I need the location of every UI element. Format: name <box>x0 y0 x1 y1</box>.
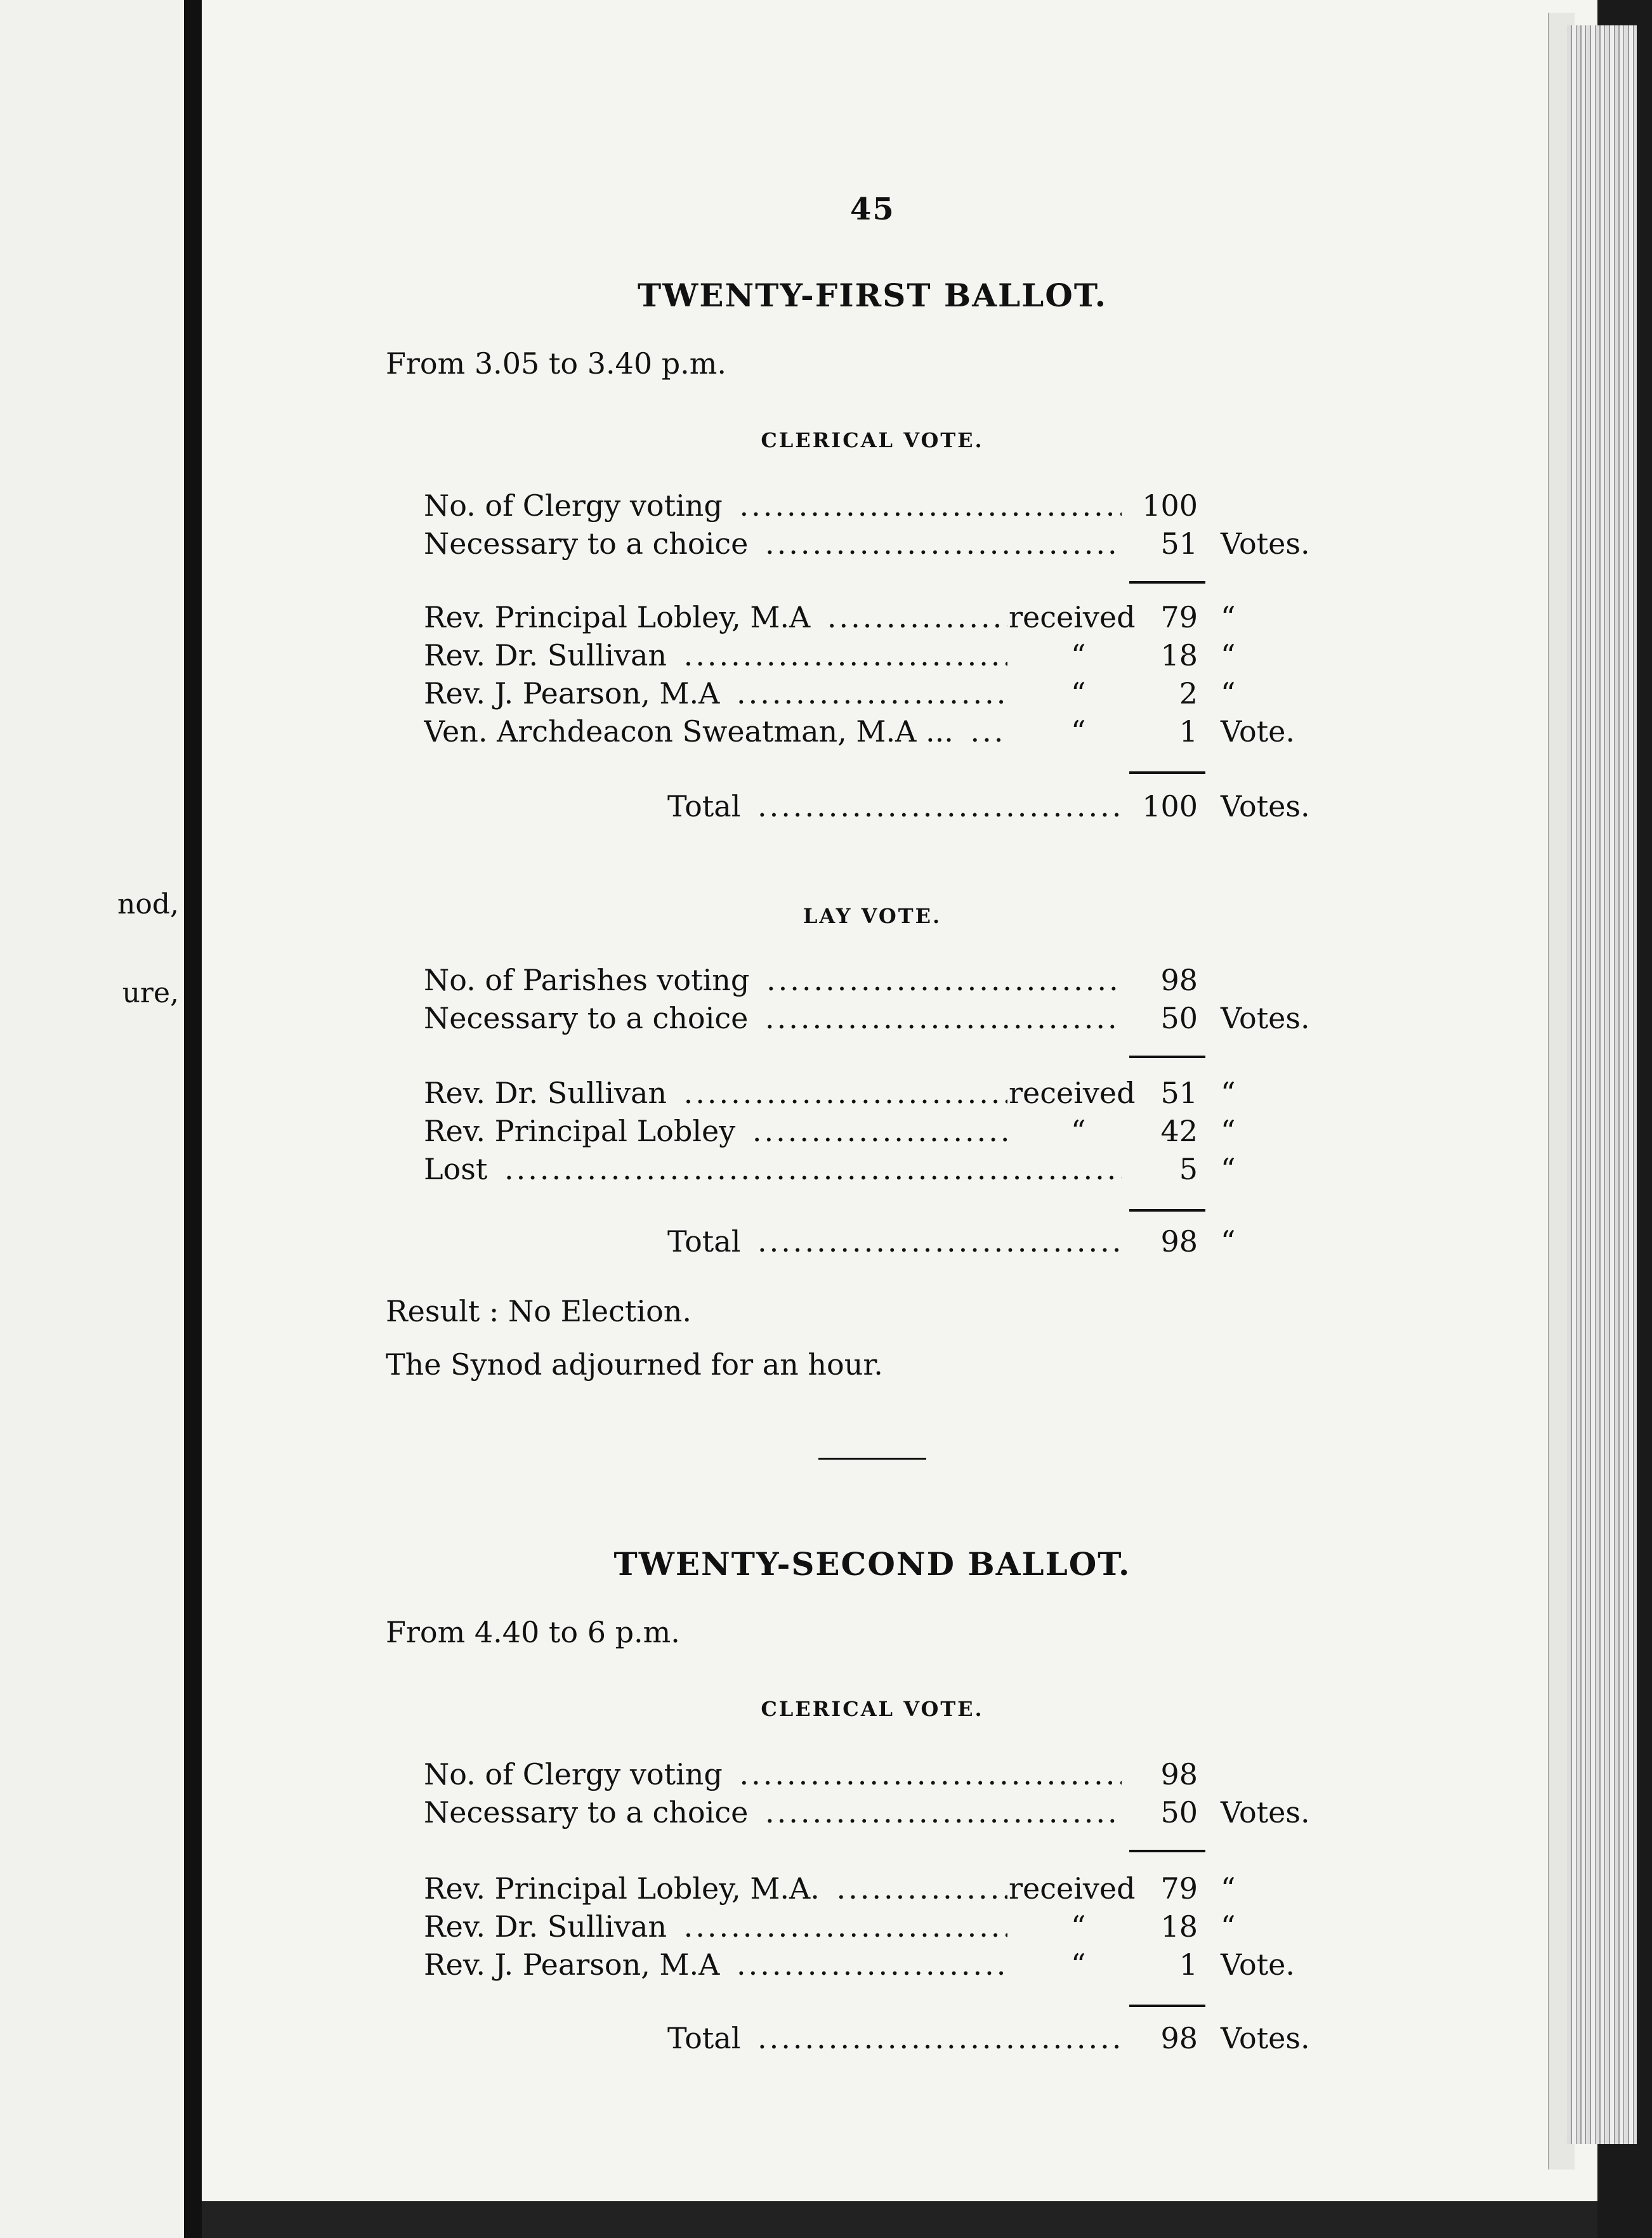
ditto-mark: “ <box>1071 714 1086 749</box>
parishes-voting-row <box>424 963 1325 1001</box>
ditto-mark: “ <box>1071 1114 1086 1148</box>
candidate-name: Rev. Dr. Sullivan <box>424 1909 672 1944</box>
section-title-clerical: CLERICAL VOTE. <box>761 428 984 452</box>
candidate-row <box>424 1947 1325 1986</box>
received-label: received <box>1009 1871 1136 1906</box>
candidate-unit: “ <box>1221 1114 1236 1148</box>
total-row <box>424 1224 1325 1262</box>
row-value: 50 <box>1160 1001 1198 1035</box>
candidate-votes: 18 <box>1160 1909 1198 1944</box>
candidate-unit: Vote. <box>1221 1947 1295 1982</box>
candidate-row <box>424 1871 1325 1909</box>
candidate-name: Rev. J. Pearson, M.A <box>424 1947 724 1982</box>
sum-rule <box>1129 2005 1205 2007</box>
total-row <box>424 789 1325 827</box>
necessary-row <box>424 1001 1325 1039</box>
candidate-votes: 79 <box>1160 1871 1198 1906</box>
ditto-mark: “ <box>1071 638 1086 672</box>
candidate-row <box>424 1152 1325 1190</box>
sum-rule <box>1129 1850 1205 1852</box>
total-unit: Votes. <box>1221 789 1310 823</box>
row-value: 100 <box>1142 488 1198 523</box>
candidate-row <box>424 638 1325 676</box>
ditto-mark: “ <box>1071 676 1086 710</box>
candidate-row <box>424 600 1325 638</box>
total-label: Total <box>667 789 745 823</box>
ballot-note: The Synod adjourned for an hour. <box>386 1347 883 1382</box>
total-value: 98 <box>1160 2021 1198 2055</box>
clergy-voting-row <box>424 1757 1325 1795</box>
ditto-mark: “ <box>1071 1947 1086 1982</box>
candidate-unit: “ <box>1221 1076 1236 1110</box>
row-unit: Votes. <box>1221 1001 1310 1035</box>
row-value: 51 <box>1160 527 1198 561</box>
candidate-name: Rev. Dr. Sullivan <box>424 1076 672 1110</box>
ballot-result: Result : No Election. <box>386 1294 692 1328</box>
candidate-row <box>424 1114 1325 1152</box>
row-value: 98 <box>1160 1757 1198 1791</box>
candidate-unit: “ <box>1221 600 1236 634</box>
section-title-lay: LAY VOTE. <box>803 904 942 928</box>
received-label: received <box>1009 1076 1136 1110</box>
row-label: No. of Clergy voting <box>424 1757 728 1791</box>
candidate-votes: 1 <box>1179 714 1198 749</box>
section-title-clerical: CLERICAL VOTE. <box>761 1697 984 1721</box>
candidate-name: Lost <box>424 1152 492 1186</box>
ballot-time: From 3.05 to 3.40 p.m. <box>386 346 727 381</box>
candidate-row <box>424 676 1325 714</box>
row-value: 50 <box>1160 1795 1198 1829</box>
sum-rule <box>1129 1056 1205 1058</box>
candidate-row <box>424 1076 1325 1114</box>
candidate-votes: 2 <box>1179 676 1198 710</box>
total-unit: Votes. <box>1221 2021 1310 2055</box>
clergy-voting-row <box>424 488 1325 527</box>
candidate-unit: Vote. <box>1221 714 1295 749</box>
candidate-row <box>424 714 1325 752</box>
total-value: 98 <box>1160 1224 1198 1259</box>
candidate-votes: 18 <box>1160 638 1198 672</box>
necessary-row <box>424 527 1325 565</box>
candidate-name: Rev. Dr. Sullivan <box>424 638 672 672</box>
row-value: 98 <box>1160 963 1198 997</box>
candidate-unit: “ <box>1221 1871 1236 1906</box>
row-label: No. of Clergy voting <box>424 488 728 523</box>
section-divider <box>818 1458 926 1460</box>
row-unit: Votes. <box>1221 527 1310 561</box>
candidate-name: Rev. Principal Lobley, M.A. <box>424 1871 825 1906</box>
ballot-heading: TWENTY-SECOND BALLOT. <box>613 1545 1131 1583</box>
ballot-time: From 4.40 to 6 p.m. <box>386 1615 680 1649</box>
sum-rule <box>1129 771 1205 774</box>
row-label: Necessary to a choice <box>424 1001 753 1035</box>
total-unit: “ <box>1221 1224 1236 1259</box>
candidate-votes: 51 <box>1160 1076 1198 1110</box>
ballot-heading: TWENTY-FIRST BALLOT. <box>637 277 1108 314</box>
row-unit: Votes. <box>1221 1795 1310 1829</box>
candidate-name: Ven. Archdeacon Sweatman, M.A ... <box>424 714 959 749</box>
total-label: Total <box>667 2021 745 2055</box>
candidate-votes: 42 <box>1160 1114 1198 1148</box>
candidate-unit: “ <box>1221 638 1236 672</box>
ditto-mark: “ <box>1071 1909 1086 1944</box>
necessary-row <box>424 1795 1325 1833</box>
page-number: 45 <box>850 192 895 227</box>
candidate-votes: 79 <box>1160 600 1198 634</box>
candidate-row <box>424 1909 1325 1947</box>
sum-rule <box>1129 1209 1205 1212</box>
row-label: Necessary to a choice <box>424 1795 753 1829</box>
candidate-unit: “ <box>1221 1909 1236 1944</box>
left-page-fragment: ure, <box>122 977 179 1009</box>
received-label: received <box>1009 600 1136 634</box>
total-value: 100 <box>1142 789 1198 823</box>
candidate-unit: “ <box>1221 1152 1236 1186</box>
candidate-votes: 1 <box>1179 1947 1198 1982</box>
left-page-fragment: nod, <box>117 888 179 920</box>
candidate-votes: 5 <box>1179 1152 1198 1186</box>
row-label: No. of Parishes voting <box>424 963 754 997</box>
sum-rule <box>1129 581 1205 584</box>
candidate-name: Rev. Principal Lobley, M.A <box>424 600 815 634</box>
candidate-unit: “ <box>1221 676 1236 710</box>
row-label: Necessary to a choice <box>424 527 753 561</box>
total-row <box>424 2021 1325 2059</box>
candidate-name: Rev. Principal Lobley <box>424 1114 740 1148</box>
candidate-name: Rev. J. Pearson, M.A <box>424 676 724 710</box>
total-label: Total <box>667 1224 745 1259</box>
